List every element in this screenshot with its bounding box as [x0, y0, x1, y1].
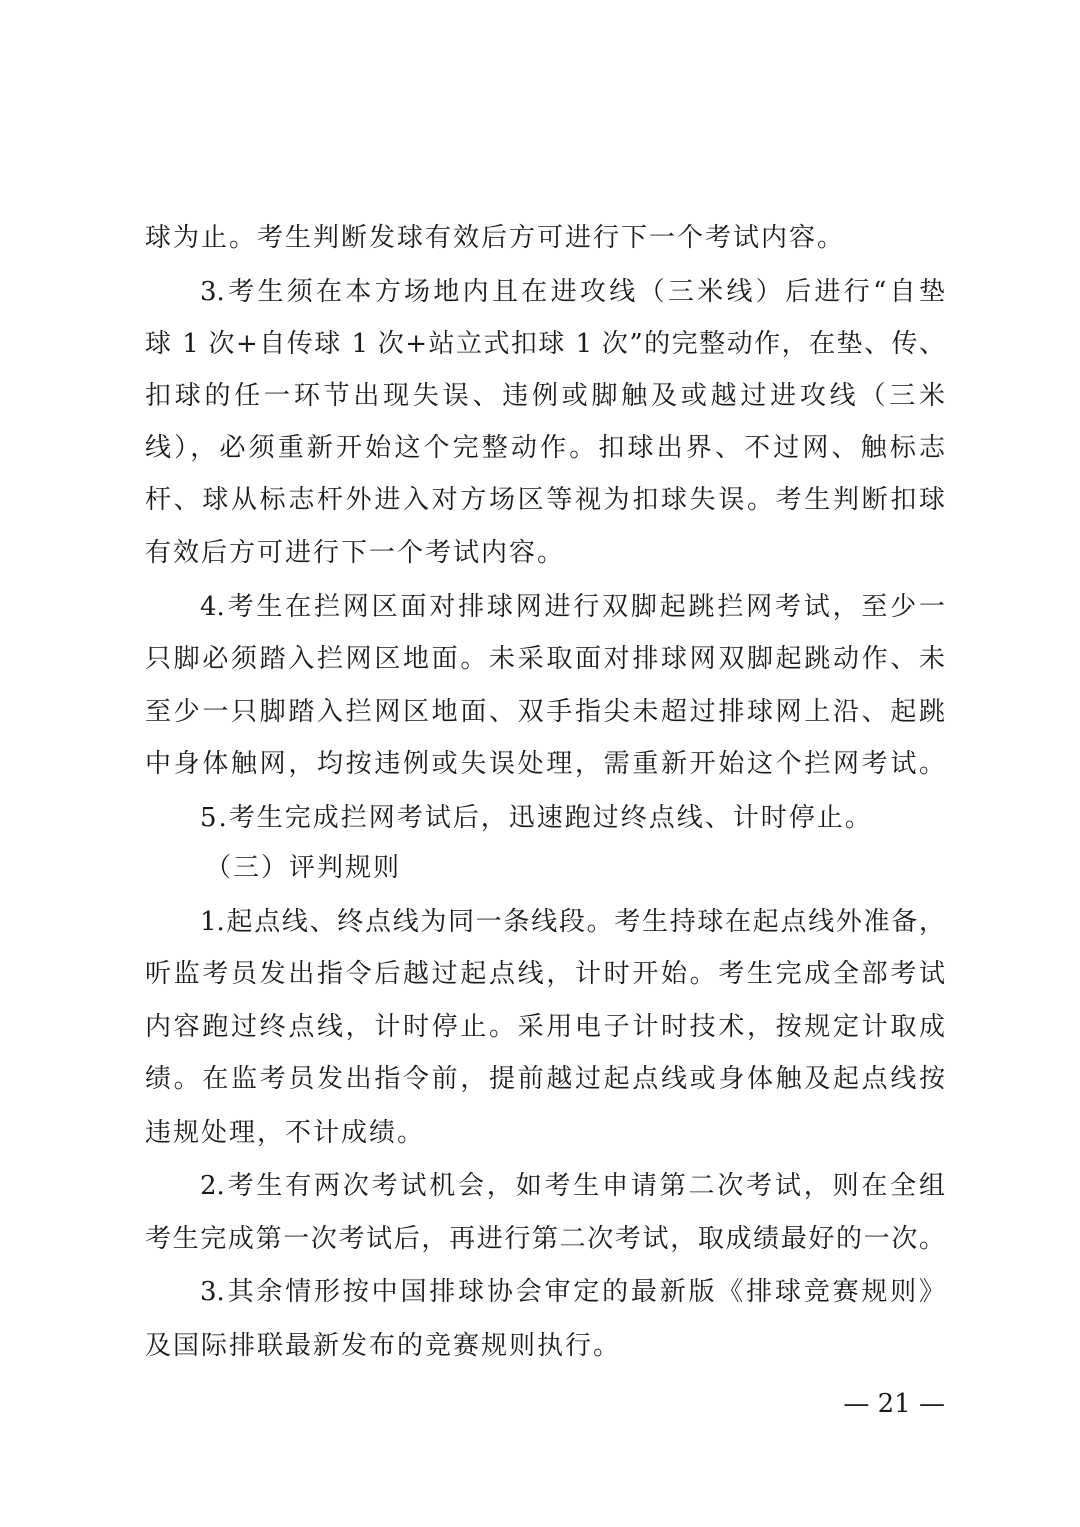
text-line: 扣球的任一环节出现失误、违例或脚触及或越过进攻线（三米	[145, 381, 945, 411]
text-line: 及国际排联最新发布的竞赛规则执行。	[145, 1331, 622, 1361]
text-line: 内容跑过终点线，计时停止。采用电子计时技术，按规定计取成	[145, 1012, 945, 1042]
text-line: 3.其余情形按中国排球协会审定的最新版《排球竞赛规则》	[200, 1277, 945, 1307]
text-line: 至少一只脚踏入拦网区地面、双手指尖未超过排球网上沿、起跳	[145, 697, 945, 727]
text-line: 3.考生须在本方场地内且在进攻线（三米线）后进行“自垫	[200, 277, 945, 307]
text-line: 5.考生完成拦网考试后，迅速跑过终点线、计时停止。	[200, 803, 873, 833]
text-line: 2.考生有两次考试机会，如考生申请第二次考试，则在全组	[200, 1171, 945, 1201]
page-number: — 21 —	[843, 1389, 945, 1419]
text-line: 只脚必须踏入拦网区地面。未采取面对排球网双脚起跳动作、未	[145, 644, 945, 674]
text-line: 1.起点线、终点线为同一条线段。考生持球在起点线外准备，	[200, 907, 945, 937]
text-line: 杆、球从标志杆外进入对方场区等视为扣球失误。考生判断扣球	[145, 485, 945, 515]
text-line: 考生完成第一次考试后，再进行第二次考试，取成绩最好的一次。	[145, 1224, 945, 1254]
section-heading: （三）评判规则	[205, 853, 402, 883]
text-line: 绩。在监考员发出指令前，提前越过起点线或身体触及起点线按	[145, 1064, 945, 1094]
text-line: 中身体触网，均按违例或失误处理，需重新开始这个拦网考试。	[145, 749, 945, 779]
text-line: 4.考生在拦网区面对排球网进行双脚起跳拦网考试，至少一	[200, 592, 945, 622]
text-line: 违规处理，不计成绩。	[145, 1118, 426, 1148]
text-line: 线），必须重新开始这个完整动作。扣球出界、不过网、触标志	[145, 433, 945, 463]
text-line: 球 1 次+自传球 1 次+站立式扣球 1 次”的完整动作，在垫、传、	[145, 329, 945, 359]
text-line: 有效后方可进行下一个考试内容。	[145, 538, 566, 568]
text-line: 听监考员发出指令后越过起点线，计时开始。考生完成全部考试	[145, 959, 945, 989]
text-line: 球为止。考生判断发球有效后方可进行下一个考试内容。	[145, 223, 846, 253]
